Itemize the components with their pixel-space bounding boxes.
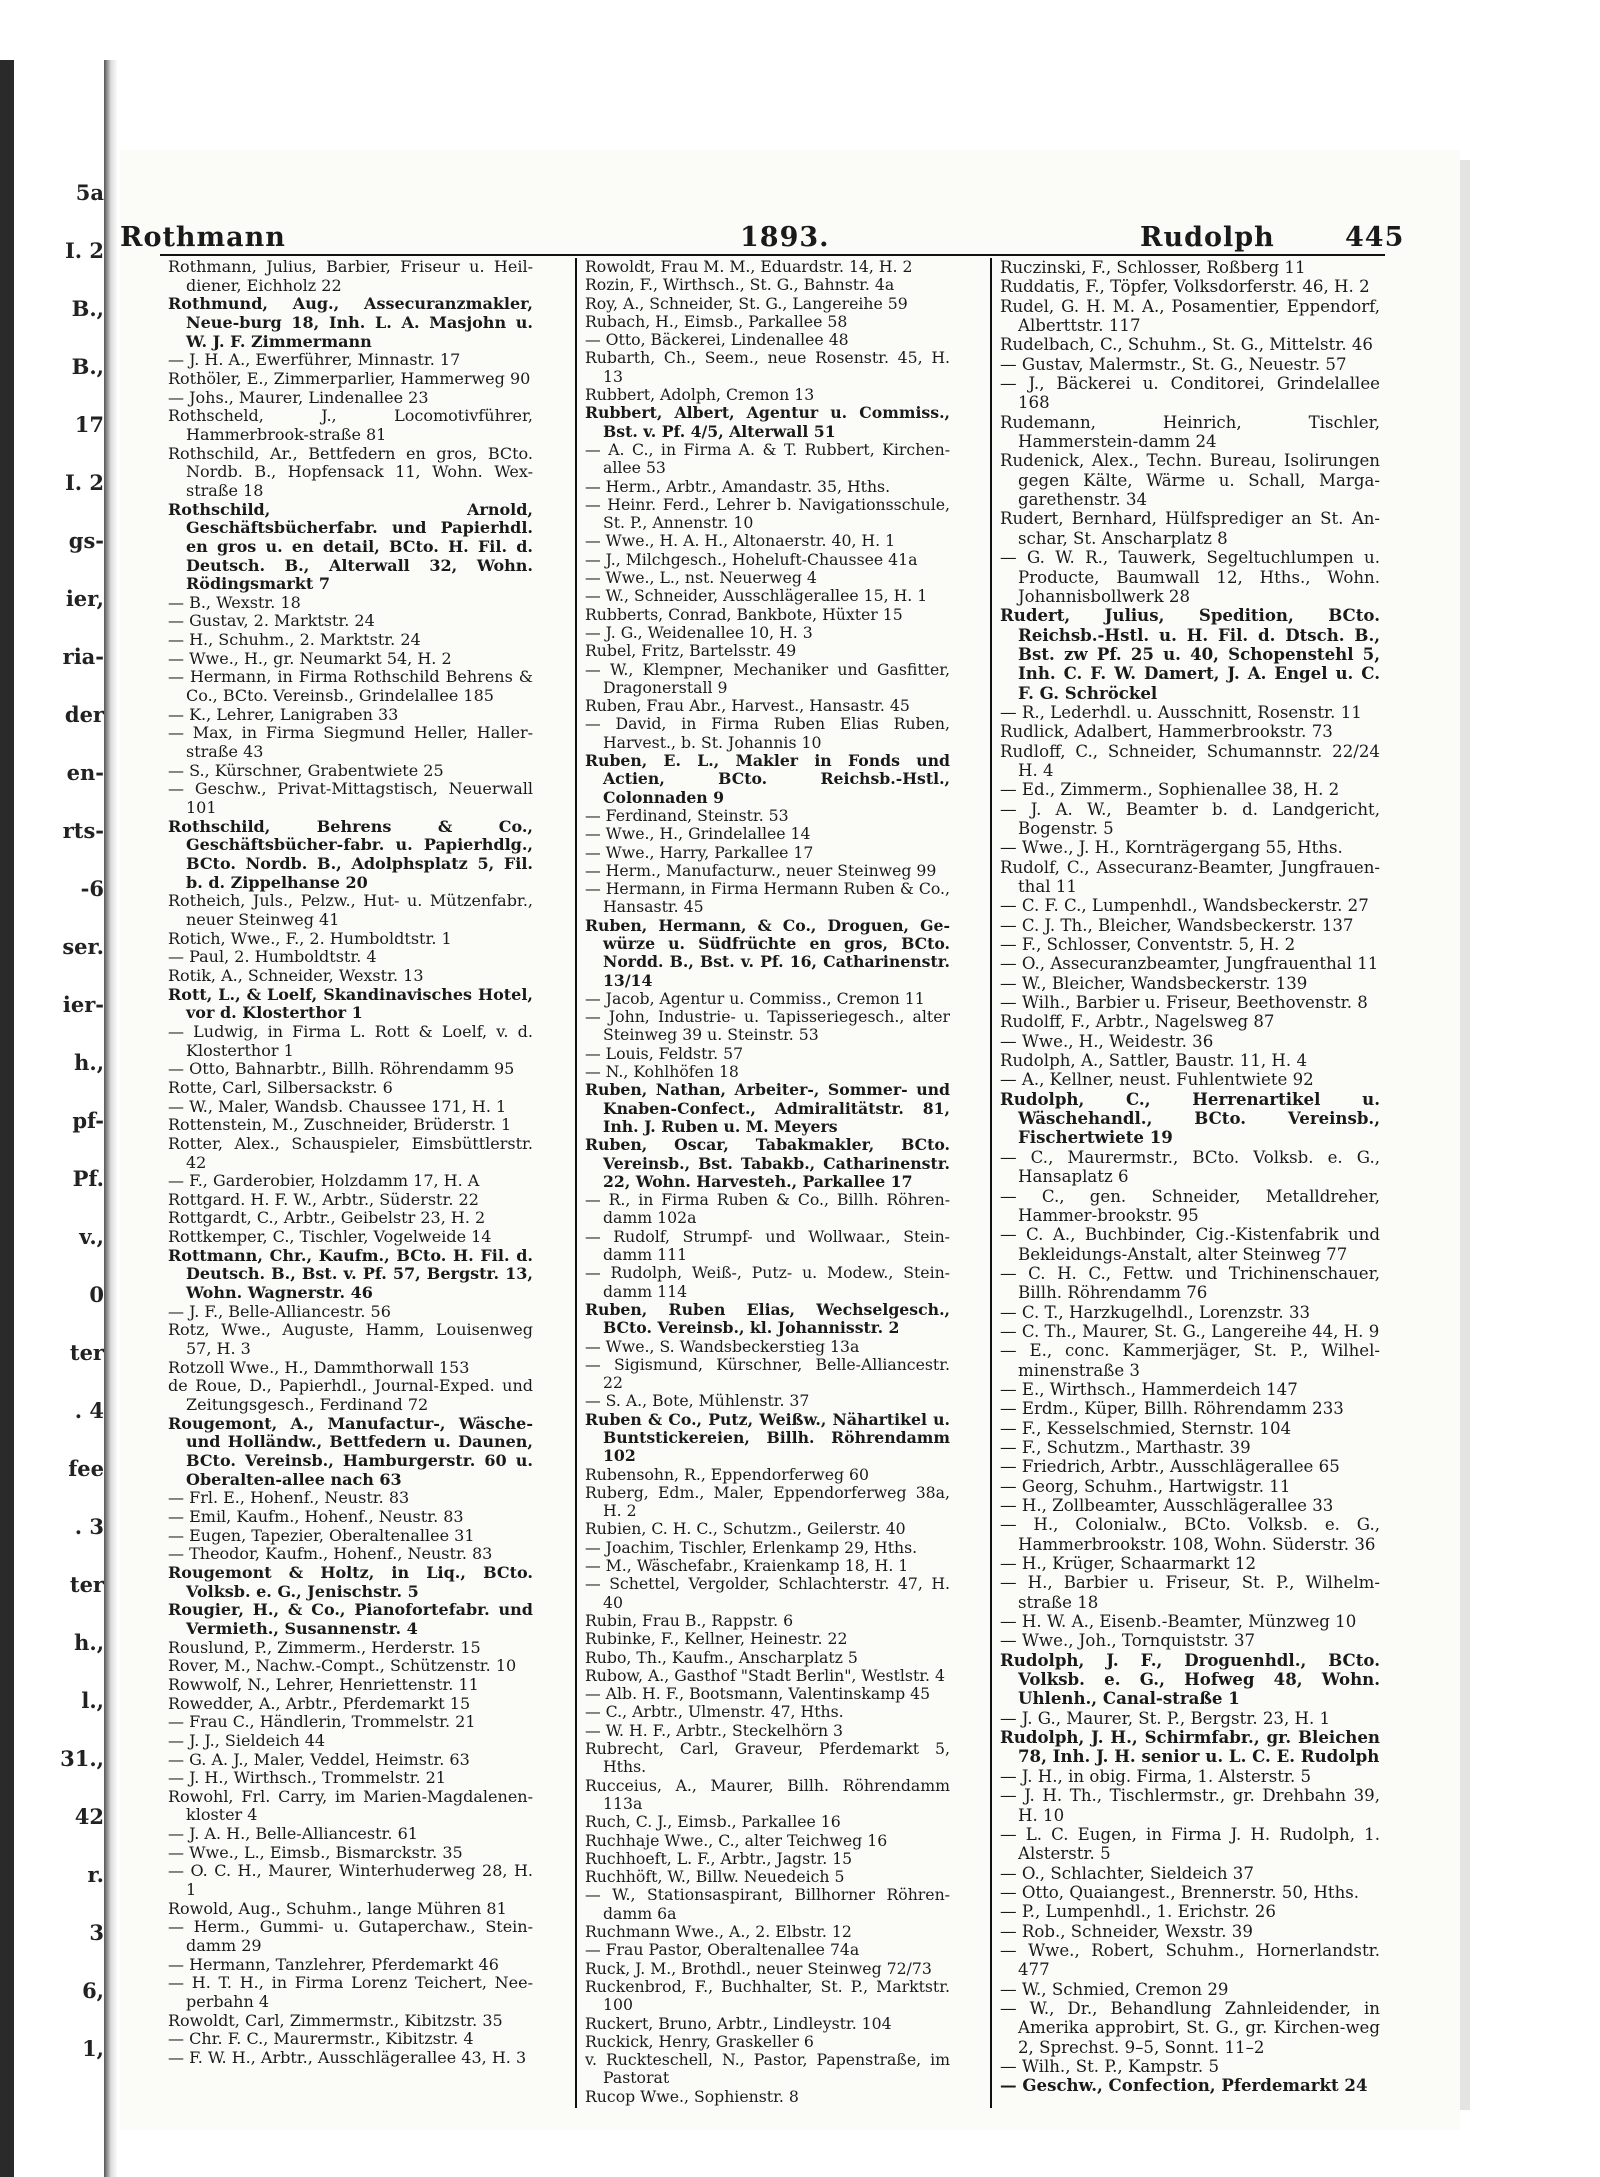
directory-entry: Rudenick, Alex., Techn. Bureau, Isolirungen gegen Kälte, Wärme u. Schall, Marga-garethenstr. 34 (1000, 451, 1380, 510)
directory-entry: — R., Lederhdl. u. Ausschnitt, Rosenstr. 11 (1000, 702, 1362, 722)
directory-entry: Ruckert, Bruno, Arbtr., Lindleystr. 104 (585, 2013, 892, 2033)
previous-page-fragment: rts- (62, 818, 104, 843)
directory-entry: Rothscheld, J., Locomotivführer, Hammerbrook-straße 81 (168, 406, 533, 444)
directory-entry: — Ed., Zimmerm., Sophienallee 38, H. 2 (1000, 780, 1340, 800)
directory-entry: Rubbert, Adolph, Cremon 13 (585, 385, 815, 405)
previous-page-fragment: h., (74, 1050, 104, 1075)
directory-entry: — Georg, Schuhm., Hartwigstr. 11 (1000, 1476, 1291, 1496)
directory-entry: Ruczinski, F., Schlosser, Roßberg 11 (1000, 258, 1306, 277)
book-gutter (104, 60, 118, 2177)
directory-entry: Ruben & Co., Putz, Weißw., Nähartikel u. Buntstickereien, Billh. Röhrendamm 102 (585, 1409, 950, 1466)
previous-page-fragment: ter (69, 1572, 104, 1597)
directory-entry: Rowoldt, Frau M. M., Eduardstr. 14, H. 2 (585, 258, 913, 276)
header-right-catchword: Rudolph (1140, 222, 1275, 253)
directory-entry: v. Ruckteschell, N., Pastor, Papenstraße, im Pastorat (585, 2050, 950, 2088)
directory-entry: Ruben, Hermann, & Co., Droguen, Ge-würze u. Südfrüchte en gros, BCto. Nordd. B., Bst. v. Pf. 16, Catharinenstr. 13/14 (585, 915, 950, 990)
directory-entry: Rottkemper, C., Tischler, Vogelweide 14 (168, 1227, 492, 1247)
directory-entry: Rubin, Frau B., Rappstr. 6 (585, 1610, 794, 1630)
directory-entry: Rudert, Bernhard, Hülfsprediger an St. An-schar, St. Anscharplatz 8 (1000, 509, 1380, 548)
directory-entry: — J., Milchgesch., Hoheluft-Chaussee 41a (585, 549, 918, 569)
directory-entry: Rudolff, F., Arbtr., Nagelsweg 87 (1000, 1012, 1275, 1032)
directory-entry: Rotik, A., Schneider, Wexstr. 13 (168, 965, 424, 985)
directory-entry: — J. A. H., Belle-Alliancestr. 61 (168, 1824, 418, 1844)
directory-entry: Rudolph, J. H., Schirmfabr., gr. Bleichen 78, Inh. J. H. senior u. L. C. E. Rudolph (1000, 1727, 1380, 1767)
previous-page-fragment: ria- (62, 644, 104, 669)
directory-entry: Rotheich, Juls., Pelzw., Hut- u. Mützenfabr., neuer Steinweg 41 (168, 891, 533, 929)
previous-page-fragment: . 3 (74, 1514, 104, 1539)
directory-entry: — Johs., Maurer, Lindenallee 23 (168, 387, 429, 407)
previous-page-fragment: h., (74, 1630, 104, 1655)
directory-entry: Rowold, Aug., Schuhm., lange Mühren 81 (168, 1898, 507, 1918)
previous-page-fragment: v., (79, 1224, 104, 1249)
directory-entry: Rover, M., Nachw.-Compt., Schützenstr. 10 (168, 1656, 517, 1676)
directory-entry: Rudloff, C., Schneider, Schumannstr. 22/24 H. 4 (1000, 741, 1380, 780)
previous-page-fragment: ter (69, 1340, 104, 1365)
directory-entry: Rothschild, Behrens & Co., Geschäftsbücher-fabr. u. Papierhdlg., BCto. Nordb. B., Adolphsplatz 5, Fil. b. d. Zippelhanse 20 (168, 816, 533, 892)
directory-entry: Ruben, E. L., Makler in Fonds und Actien, BCto. Reichsb.-Hstl., Colonnaden 9 (585, 751, 950, 807)
directory-entry: — J. H. A., Ewerführer, Minnastr. 17 (168, 350, 461, 370)
directory-entry: Rucceius, A., Maurer, Billh. Röhrendamm 113a (585, 1775, 950, 1813)
directory-entry: — Schettel, Vergolder, Schlachterstr. 47, H. 40 (585, 1574, 950, 1612)
directory-entry: — C., gen. Schneider, Metalldreher, Hammer-brookstr. 95 (1000, 1186, 1380, 1225)
previous-page-fragment: r. (87, 1862, 104, 1887)
previous-page-fragment: 42 (74, 1804, 104, 1829)
directory-entry: — Heinr. Ferd., Lehrer b. Navigationsschule, St. P., Annenstr. 10 (585, 494, 950, 533)
directory-entry: — Herm., Gummi- u. Gutaperchaw., Stein-damm 29 (168, 1917, 533, 1956)
previous-page-fragment: ser. (62, 934, 104, 959)
directory-entry: — J. G., Maurer, St. P., Bergstr. 23, H. 1 (1000, 1708, 1331, 1728)
directory-entry: — A., Kellner, neust. Fuhlentwiete 92 (1000, 1070, 1314, 1090)
directory-entry: — F., Garderobier, Holzdamm 17, H. A (168, 1171, 480, 1191)
directory-entry: Rubinke, F., Kellner, Heinestr. 22 (585, 1629, 848, 1649)
directory-entry: — F. W. H., Arbtr., Ausschlägerallee 43, H. 3 (168, 2048, 527, 2067)
directory-entry: Rothmann, Julius, Barbier, Friseur u. Heil-diener, Eichholz 22 (168, 258, 533, 295)
previous-page-fragment: Pf. (72, 1166, 104, 1191)
directory-entry: — E., Wirthsch., Hammerdeich 147 (1000, 1379, 1298, 1399)
directory-entry: — Geschw., Confection, Pferdemarkt 24 (1000, 2075, 1368, 2096)
directory-entry: Rottgard. H. F. W., Arbtr., Süderstr. 22 (168, 1189, 479, 1209)
directory-entry: — Hermann, Tanzlehrer, Pferdemarkt 46 (168, 1954, 499, 1974)
directory-entry: — O. C. H., Maurer, Winterhuderweg 28, H. 1 (168, 1861, 533, 1900)
directory-entry: — Wwe., L., Eimsb., Bismarckstr. 35 (168, 1842, 463, 1862)
directory-entry: — Wilh., St. P., Kampstr. 5 (1000, 2056, 1220, 2076)
directory-entry: — J. A. W., Beamter b. d. Landgericht, Bogenstr. 5 (1000, 799, 1380, 838)
directory-entry: — W., Schneider, Ausschlägerallee 15, H. 1 (585, 586, 928, 606)
directory-entry: Rougier, H., & Co., Pianofortefabr. und Vermieth., Susannenstr. 4 (168, 1600, 533, 1638)
directory-column-3 (1000, 258, 1380, 2108)
header-year: 1893. (740, 222, 830, 253)
directory-entry: — Friedrich, Arbtr., Ausschlägerallee 65 (1000, 1457, 1340, 1477)
directory-entry: — Wwe., L., nst. Neuerweg 4 (585, 568, 817, 588)
directory-entry: Rott, L., & Loelf, Skandinavisches Hotel, vor d. Klosterthor 1 (168, 984, 533, 1023)
directory-entry: Rotter, Alex., Schauspieler, Eimsbüttlerstr. 42 (168, 1133, 533, 1172)
directory-entry: Ruchhaje Wwe., C., alter Teichweg 16 (585, 1830, 888, 1850)
directory-entry: — R., in Firma Ruben & Co., Billh. Röhren-damm 102a (585, 1190, 950, 1228)
directory-entry: Rubrecht, Carl, Graveur, Pferdemarkt 5, Hths. (585, 1739, 950, 1777)
directory-entry: — N., Kohlhöfen 18 (585, 1062, 739, 1082)
directory-entry: Rotte, Carl, Silbersackstr. 6 (168, 1077, 393, 1097)
directory-entry: — W., Klempner, Mechaniker und Gasfitter, Dragonerstall 9 (585, 659, 950, 697)
directory-entry: Roy, A., Schneider, St. G., Langereihe 59 (585, 293, 908, 313)
directory-entry: Rotzoll Wwe., H., Dammthorwall 153 (168, 1357, 470, 1377)
directory-entry: — Louis, Feldstr. 57 (585, 1043, 744, 1063)
previous-page-fragment: pf- (72, 1108, 104, 1133)
directory-entry: Ruchmann Wwe., A., 2. Elbstr. 12 (585, 1922, 852, 1942)
directory-entry: — Ferdinand, Steinstr. 53 (585, 805, 789, 825)
directory-entry: — Wwe., Joh., Tornquiststr. 37 (1000, 1631, 1256, 1651)
directory-entry: Ruck, J. M., Brothdl., neuer Steinweg 72/73 (585, 1958, 932, 1978)
previous-page-fragment: 0 (89, 1282, 104, 1307)
previous-page-fragment: ier, (65, 586, 104, 611)
directory-entry: Rubarth, Ch., Seem., neue Rosenstr. 45, H. 13 (585, 348, 950, 386)
directory-entry: — C., Maurermstr., BCto. Volksb. e. G., Hansaplatz 6 (1000, 1147, 1380, 1187)
directory-entry: — Sigismund, Kürschner, Belle-Alliancestr. 22 (585, 1354, 950, 1393)
directory-entry: Rudolph, A., Sattler, Baustr. 11, H. 4 (1000, 1051, 1308, 1071)
directory-entry: Rotich, Wwe., F., 2. Humboldtstr. 1 (168, 928, 452, 948)
directory-entry: Rubberts, Conrad, Bankbote, Hüxter 15 (585, 604, 903, 624)
directory-entry: — G. A. J., Maler, Veddel, Heimstr. 63 (168, 1749, 470, 1769)
directory-entry: — C. F. C., Lumpenhdl., Wandsbeckerstr. 27 (1000, 896, 1369, 916)
directory-entry: Rudert, Julius, Spedition, BCto. Reichsb.-Hstl. u. H. Fil. d. Dtsch. B., Bst. zw Pf. 25 u. 40, Schopenstehl 5, Inh. C. F. W. Damert, J. A. Engel u. C. F. G. Schröckel (1000, 605, 1380, 703)
directory-entry: Rudolf, C., Assecuranz-Beamter, Jungfrauen-thal 11 (1000, 857, 1380, 896)
directory-entry: Rubensohn, R., Eppendorferweg 60 (585, 1464, 869, 1484)
previous-page-fragment: 5a (75, 180, 104, 205)
previous-page-strip (0, 60, 120, 2177)
directory-entry: — C. A., Buchbinder, Cig.-Kistenfabrik und Bekleidungs-Anstalt, alter Steinweg 77 (1000, 1225, 1380, 1264)
directory-entry: — C. T., Harzkugelhdl., Lorenzstr. 33 (1000, 1302, 1311, 1322)
previous-page-fragment: I. 2 (64, 238, 104, 263)
directory-entry: — Geschw., Privat-Mittagstisch, Neuerwall 101 (168, 779, 533, 818)
directory-entry: — S. A., Bote, Mühlenstr. 37 (585, 1391, 810, 1411)
directory-entry: Ruchhoeft, L. F., Arbtr., Jagstr. 15 (585, 1848, 853, 1868)
directory-entry: — Erdm., Küper, Billh. Röhrendamm 233 (1000, 1399, 1344, 1419)
directory-entry: — C. Th., Maurer, St. G., Langereihe 44, H. 9 (1000, 1321, 1380, 1341)
page-header (120, 222, 1405, 253)
directory-entry: Rowedder, A., Arbtr., Pferdemarkt 15 (168, 1693, 471, 1713)
directory-entry: — Otto, Bahnarbtr., Billh. Röhrendamm 95 (168, 1059, 515, 1079)
directory-entry: — C., Arbtr., Ulmenstr. 47, Hths. (585, 1702, 844, 1722)
directory-entry: — Gustav, Malermstr., St. G., Neuestr. 57 (1000, 354, 1347, 374)
directory-entry: Rubo, Th., Kaufm., Anscharplatz 5 (585, 1647, 858, 1667)
directory-entry: — H., Krüger, Schaarmarkt 12 (1000, 1554, 1257, 1574)
previous-page-fragment: 1, (82, 2036, 104, 2061)
previous-page-fragment: . 4 (74, 1398, 104, 1423)
directory-entry: — Hermann, in Firma Hermann Ruben & Co., Hansastr. 45 (585, 879, 950, 917)
directory-entry: — H. W. A., Eisenb.-Beamter, Münzweg 10 (1000, 1612, 1357, 1632)
directory-entry: de Roue, D., Papierhdl., Journal-Exped. und Zeitungsgesch., Ferdinand 72 (168, 1376, 533, 1415)
directory-entry: Rowohl, Frl. Carry, im Marien-Magdalenen-kloster 4 (168, 1786, 533, 1825)
directory-entry: — John, Industrie- u. Tapisseriegesch., alter Steinweg 39 u. Steinstr. 53 (585, 1007, 950, 1045)
directory-entry: — Ludwig, in Firma L. Rott & Loelf, v. d. Klosterthor 1 (168, 1021, 533, 1060)
directory-entry: — Wwe., Harry, Parkallee 17 (585, 842, 814, 862)
directory-entry: — F., Kesselschmied, Sternstr. 104 (1000, 1418, 1292, 1438)
directory-entry: — David, in Firma Ruben Elias Ruben, Harvest., b. St. Johannis 10 (585, 714, 950, 752)
directory-entry: — S., Kürschner, Grabentwiete 25 (168, 760, 444, 780)
directory-entry: — Otto, Bäckerei, Lindenallee 48 (585, 330, 849, 350)
directory-entry: — H., Schuhm., 2. Marktstr. 24 (168, 630, 421, 650)
directory-entry: — W., Schmied, Cremon 29 (1000, 1979, 1229, 1999)
column-divider-2 (990, 258, 992, 2108)
directory-entry: — Gustav, 2. Marktstr. 24 (168, 611, 375, 631)
directory-entry: — Eugen, Tapezier, Oberaltenallee 31 (168, 1525, 475, 1545)
directory-entry: Ruberg, Edm., Maler, Eppendorferweg 38a, H. 2 (585, 1482, 950, 1521)
directory-entry: — Chr. F. C., Maurermstr., Kibitzstr. 4 (168, 2029, 474, 2049)
directory-entry: Rouslund, P., Zimmerm., Herderstr. 15 (168, 1637, 481, 1657)
directory-entry: Rotz, Wwe., Auguste, Hamm, Louisenweg 57, H. 3 (168, 1320, 533, 1359)
directory-entry: — J. F., Belle-Alliancestr. 56 (168, 1301, 391, 1321)
directory-entry: — A. C., in Firma A. & T. Rubbert, Kirchen-allee 53 (585, 439, 950, 478)
directory-entry: Rozin, F., Wirthsch., St. G., Bahnstr. 4a (585, 275, 895, 295)
previous-page-fragment: en- (66, 760, 104, 785)
directory-entry: Rougemont, A., Manufactur-, Wäsche- und Holländw., Bettfedern u. Daunen, BCto. Vereinsb., Hamburgerstr. 60 u. Oberalten-allee nach 63 (168, 1413, 533, 1489)
directory-entry: — Herm., Manufacturw., neuer Steinweg 99 (585, 860, 937, 880)
directory-entry: — W., Bleicher, Wandsbeckerstr. 139 (1000, 973, 1308, 993)
directory-entry: — W. H. F., Arbtr., Steckelhörn 3 (585, 1720, 844, 1740)
directory-entry: — F., Schlosser, Conventstr. 5, H. 2 (1000, 935, 1296, 955)
directory-entry: — Emil, Kaufm., Hohenf., Neustr. 83 (168, 1506, 464, 1526)
directory-entry: Rucop Wwe., Sophienstr. 8 (585, 2086, 799, 2106)
directory-entry: — Rudolf, Strumpf- und Wollwaar., Stein-damm 111 (585, 1226, 950, 1265)
directory-entry: Rottenstein, M., Zuschneider, Brüderstr. 1 (168, 1115, 512, 1135)
directory-entry: Ruckick, Henry, Graskeller 6 (585, 2031, 814, 2051)
directory-entry: Rudemann, Heinrich, Tischler, Hammerstein-damm 24 (1000, 412, 1380, 452)
previous-page-fragment: I. 2 (64, 470, 104, 495)
directory-entry: — C. J. Th., Bleicher, Wandsbeckerstr. 137 (1000, 915, 1354, 935)
directory-entry: — W., Dr., Behandlung Zahnleidender, in Amerika approbirt, St. G., gr. Kirchen-weg 2, Sprechst. 9–5, Sonnt. 11–2 (1000, 1998, 1380, 2057)
directory-entry: Rubach, H., Eimsb., Parkallee 58 (585, 311, 848, 331)
directory-entry: — Wwe., J. H., Kornträgergang 55, Hths. (1000, 838, 1343, 858)
directory-entry: Rothschild, Ar., Bettfedern en gros, BCto. Nordb. B., Hopfensack 11, Wohn. Wex-straße 18 (168, 443, 533, 500)
directory-entry: — W., Maler, Wandsb. Chaussee 171, H. 1 (168, 1096, 507, 1116)
directory-entry: — O., Schlachter, Sieldeich 37 (1000, 1863, 1254, 1883)
directory-entry: Rudlick, Adalbert, Hammerbrookstr. 73 (1000, 722, 1333, 742)
previous-page-fragment: B., (71, 296, 104, 321)
directory-entry: — J. J., Sieldeich 44 (168, 1730, 326, 1750)
directory-entry: — Alb. H. F., Bootsmann, Valentinskamp 45 (585, 1684, 931, 1704)
directory-entry: Rothmund, Aug., Assecuranzmakler, Neue-burg 18, Inh. L. A. Masjohn u. W. J. F. Zimmermann (168, 294, 533, 351)
directory-entry: — O., Assecuranzbeamter, Jungfrauenthal 11 (1000, 954, 1379, 974)
previous-page-fragment: 6, (82, 1978, 104, 2003)
directory-entry: — E., conc. Kammerjäger, St. P., Wilhel-minenstraße 3 (1000, 1341, 1380, 1380)
directory-entry: — Frau Pastor, Oberaltenallee 74a (585, 1940, 860, 1960)
directory-entry: — Herm., Arbtr., Amandastr. 35, Hths. (585, 476, 891, 496)
directory-entry: — J. G., Weidenallee 10, H. 3 (585, 622, 813, 642)
directory-entry: — F., Schutzm., Marthastr. 39 (1000, 1437, 1251, 1457)
directory-entry: Ruckenbrod, F., Buchhalter, St. P., Marktstr. 100 (585, 1976, 950, 2015)
previous-page-fragment: 3 (89, 1920, 104, 1945)
directory-entry: — Wilh., Barbier u. Friseur, Beethovenstr. 8 (1000, 993, 1368, 1013)
previous-page-fragment: 17 (74, 412, 104, 437)
directory-entry: Rudolph, J. F., Droguenhdl., BCto. Volksb. e. G., Hofweg 48, Wohn. Uhlenh., Canal-straße 1 (1000, 1649, 1380, 1709)
directory-entry: — Otto, Quaiangest., Brennerstr. 50, Hths. (1000, 1882, 1360, 1902)
directory-entry: — J., Bäckerei u. Conditorei, Grindelallee 168 (1000, 374, 1380, 413)
directory-entry: — Wwe., H., Grindelallee 14 (585, 824, 811, 844)
directory-entry: — Rudolph, Weiß-, Putz- u. Modew., Stein-damm 114 (585, 1263, 950, 1301)
directory-entry: — J. H., in obig. Firma, 1. Alsterstr. 5 (1000, 1766, 1312, 1786)
directory-entry: Rubien, C. H. C., Schutzm., Geilerstr. 40 (585, 1519, 906, 1539)
directory-entry: Rottgardt, C., Arbtr., Geibelstr 23, H. 2 (168, 1208, 486, 1228)
directory-entry: — J. H. Th., Tischlermstr., gr. Drehbahn 39, H. 10 (1000, 1786, 1380, 1825)
directory-entry: Ruchhöft, W., Billw. Neuedeich 5 (585, 1867, 845, 1887)
directory-entry: — Hermann, in Firma Rothschild Behrens & Co., BCto. Vereinsb., Grindelallee 185 (168, 667, 533, 706)
column-divider-1 (575, 258, 577, 2108)
directory-entry: Ruben, Frau Abr., Harvest., Hansastr. 45 (585, 696, 910, 716)
directory-entry: — Wwe., H., gr. Neumarkt 54, H. 2 (168, 648, 452, 668)
directory-entry: Rothschild, Arnold, Geschäftsbücherfabr. und Papierhdl. en gros u. en detail, BCto. H. Fil. d. Deutsch. B., Alterwall 32, Wohn. Rödingsmarkt 7 (168, 499, 533, 594)
directory-entry: — Joachim, Tischler, Erlenkamp 29, Hths. (585, 1537, 918, 1557)
directory-entry: — M., Wäschefabr., Kraienkamp 18, H. 1 (585, 1556, 909, 1576)
directory-entry: — P., Lumpenhdl., 1. Erichstr. 26 (1000, 1902, 1276, 1922)
previous-page-fragment: gs- (68, 528, 104, 553)
previous-page-fragment: B., (71, 354, 104, 379)
directory-entry: — W., Stationsaspirant, Billhorner Röhren-damm 6a (585, 1885, 950, 1923)
directory-entry: — Jacob, Agentur u. Commiss., Cremon 11 (585, 988, 925, 1008)
directory-entry: — Paul, 2. Humboldtstr. 4 (168, 947, 377, 967)
directory-column-1 (168, 258, 533, 2108)
directory-entry: — Frl. E., Hohenf., Neustr. 83 (168, 1488, 410, 1508)
previous-page-fragment: ier- (62, 992, 104, 1017)
directory-entry: Rubel, Fritz, Bartelsstr. 49 (585, 641, 797, 661)
directory-entry: — K., Lehrer, Lanigraben 33 (168, 704, 399, 724)
directory-entry: — Rob., Schneider, Wexstr. 39 (1000, 1921, 1253, 1941)
page-edge (1460, 160, 1470, 2110)
directory-entry: — H., Zollbeamter, Ausschlägerallee 33 (1000, 1496, 1334, 1515)
directory-entry: — B., Wexstr. 18 (168, 592, 301, 612)
directory-entry: Rudelbach, C., Schuhm., St. G., Mittelstr. 46 (1000, 335, 1373, 355)
directory-entry: — J. H., Wirthsch., Trommelstr. 21 (168, 1768, 446, 1788)
header-rule (160, 254, 1385, 256)
directory-entry: Rothöler, E., Zimmerparlier, Hammerweg 90 (168, 368, 531, 388)
directory-entry: — C. H. C., Fettw. und Trichinenschauer, Billh. Röhrendamm 76 (1000, 1263, 1380, 1303)
directory-entry: — L. C. Eugen, in Firma J. H. Rudolph, 1. Alsterstr. 5 (1000, 1824, 1380, 1864)
directory-entry: — Wwe., Robert, Schuhm., Hornerlandstr. 477 (1000, 1940, 1380, 1980)
directory-entry: Ruben, Ruben Elias, Wechselgesch., BCto. Vereinsb., kl. Johannisstr. 2 (585, 1299, 950, 1338)
directory-entry: — Wwe., H. A. H., Altonaerstr. 40, H. 1 (585, 531, 896, 551)
directory-entry: Rudolph, C., Herrenartikel u. Wäschehandl., BCto. Vereinsb., Fischertwiete 19 (1000, 1088, 1380, 1148)
directory-entry: Ruben, Oscar, Tabakmakler, BCto. Vereinsb., Bst. Tabakb., Catharinenstr. 22, Wohn. Harvesteh., Parkallee 17 (585, 1135, 950, 1191)
directory-entry: — H., Barbier u. Friseur, St. P., Wilhelm-straße 18 (1000, 1573, 1380, 1612)
directory-entry: — Theodor, Kaufm., Hohenf., Neustr. 83 (168, 1544, 493, 1564)
previous-page-fragment: der (64, 702, 104, 727)
directory-entry: — Frau C., Händlerin, Trommelstr. 21 (168, 1712, 476, 1732)
directory-entry: Ruch, C. J., Eimsb., Parkallee 16 (585, 1812, 841, 1832)
previous-page-fragment: 31., (60, 1746, 104, 1771)
directory-entry: Rowwolf, N., Lehrer, Henriettenstr. 11 (168, 1674, 479, 1694)
directory-entry: — Max, in Firma Siegmund Heller, Haller-straße 43 (168, 723, 533, 762)
directory-entry: Rowoldt, Carl, Zimmermstr., Kibitzstr. 35 (168, 2010, 503, 2030)
directory-entry: — G. W. R., Tauwerk, Segeltuchlumpen u. Producte, Baumwall 12, Hths., Wohn. Johannisbollwerk 28 (1000, 548, 1380, 606)
page-number: 445 (1345, 222, 1405, 253)
previous-page-fragment: -6 (80, 876, 104, 901)
directory-entry: Rougemont & Holtz, in Liq., BCto. Volksb. e. G., Jenischstr. 5 (168, 1562, 533, 1601)
directory-entry: — Wwe., S. Wandsbeckerstieg 13a (585, 1336, 860, 1356)
directory-entry: — H. T. H., in Firma Lorenz Teichert, Nee-perbahn 4 (168, 1973, 533, 2012)
directory-entry: Ruddatis, F., Töpfer, Volksdorferstr. 46, H. 2 (1000, 277, 1370, 297)
directory-entry: Rottmann, Chr., Kaufm., BCto. H. Fil. d. Deutsch. B., Bst. v. Pf. 57, Bergstr. 13, Wohn. Wagnerstr. 46 (168, 1245, 533, 1303)
previous-page-fragment: l., (81, 1688, 104, 1713)
directory-entry: — H., Colonialw., BCto. Volksb. e. G., Hammerbrookstr. 108, Wohn. Süderstr. 36 (1000, 1515, 1380, 1554)
directory-entry: — Wwe., H., Weidestr. 36 (1000, 1031, 1214, 1051)
directory-entry: Ruben, Nathan, Arbeiter-, Sommer- und Knaben-Confect., Admiralitätstr. 81, Inh. J. Ruben u. M. Meyers (585, 1080, 950, 1136)
directory-entry: Rubbert, Albert, Agentur u. Commiss., Bst. v. Pf. 4/5, Alterwall 51 (585, 403, 950, 441)
directory-entry: Rubow, A., Gasthof "Stadt Berlin", Westlstr. 4 (585, 1665, 945, 1685)
previous-page-fragment: fee (68, 1456, 104, 1481)
header-left-catchword: Rothmann (120, 222, 286, 253)
directory-column-2 (585, 258, 950, 2108)
directory-entry: Rudel, G. H. M. A., Posamentier, Eppendorf, Alberttstr. 117 (1000, 296, 1380, 336)
